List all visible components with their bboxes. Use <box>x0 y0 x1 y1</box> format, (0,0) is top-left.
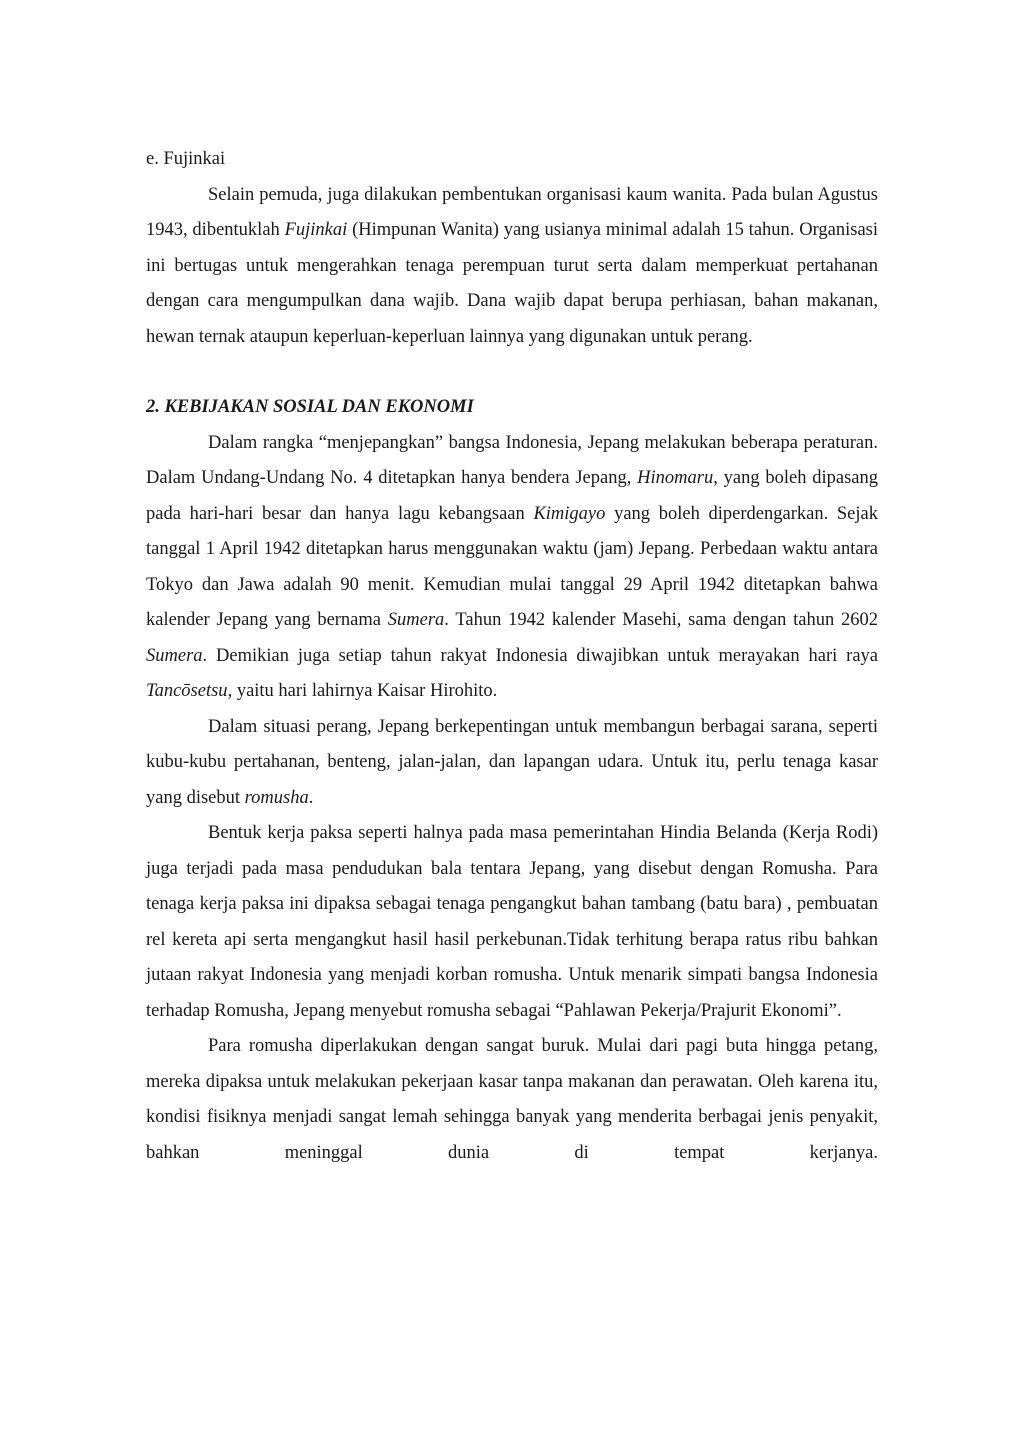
text-run: (Himpunan Wanita) yang usianya minimal adalah 15 tahun. Organisasi ini bertugas untuk mengerahkan tenaga perempuan turut serta dalam memperkuat pertahanan dengan cara mengumpulkan dana wajib. Dana wajib dapat berupa perhiasan, bahan makanan, hewan ternak ataupun keperluan-keperluan lainnya yang digunakan untuk perang. <box>146 220 878 347</box>
subsection-heading: e. Fujinkai <box>146 149 226 169</box>
italic-term: Sumera <box>387 610 445 630</box>
policy-paragraph-2 <box>146 710 878 817</box>
italic-term: Kimigayo <box>533 503 606 524</box>
text-run: Selain pemuda, juga dilakukan pembentukan organisasi kaum wanita. Pada bulan Agustus 1943, dibentuklah <box>146 184 878 240</box>
text-run: . Tahun 1942 kalender Masehi, sama dengan tahun 2602 <box>444 610 878 630</box>
italic-term: Sumera <box>146 645 203 666</box>
text-run: Dalam rangka “menjepangkan” bangsa Indonesia, Jepang melakukan beberapa peraturan. Dalam Undang-Undang No. 4 ditetapkan hanya bendera Jepang, <box>146 432 878 488</box>
text-run: , yang boleh dipasang pada hari-hari besar dan hanya lagu kebangsaan <box>146 468 879 524</box>
fujinkai-paragraph <box>146 178 878 356</box>
italic-term: romusha <box>244 787 309 808</box>
text-run: yang boleh diperdengarkan. Sejak tanggal 1 April 1942 ditetapkan harus menggunakan waktu (jam) Jepang. Perbedaan waktu antara Tokyo dan Jawa adalah 90 menit. Kemudian mulai tanggal 29 April 1942 ditetapkan bahwa kalender Jepang yang bernama <box>146 503 878 630</box>
italic-term: Fujinkai <box>284 220 348 240</box>
policy-paragraph-3: Bentuk kerja paksa seperti halnya pada masa pemerintahan Hindia Belanda (Kerja Rodi) juga terjadi pada masa pendudukan bala tentara Jepang, yang disebut dengan Romusha. Para tenaga kerja paksa ini dipaksa sebagai tenaga pengangkut bahan tambang (batu bara) , pembuatan rel kereta api serta mengangkut hasil hasil perkebunan.Tidak terhitung berapa ratus ribu bahkan jutaan rakyat Indonesia yang menjadi korban romusha. Untuk menarik simpati bangsa Indonesia terhadap Romusha, Jepang menyebut romusha sebagai “Pahlawan Pekerja/Prajurit Ekonomi”. <box>146 823 878 1021</box>
italic-term: Hinomaru <box>637 468 714 488</box>
section-heading: 2. KEBIJAKAN SOSIAL DAN EKONOMI <box>146 397 474 417</box>
policy-paragraph-4: Para romusha diperlakukan dengan sangat buruk. Mulai dari pagi buta hingga petang, mereka dipaksa untuk melakukan pekerjaan kasar tanpa makanan dan perawatan. Oleh karena itu, kondisi fisiknya menjadi sangat lemah sehingga banyak yang menderita berbagai jenis penyakit, bahkan meninggal dunia di tempat kerjanya. <box>146 1036 878 1163</box>
text-run: . Demikian juga setiap tahun rakyat Indonesia diwajibkan untuk merayakan hari raya <box>202 645 878 666</box>
text-run: Dalam situasi perang, Jepang berkepentingan untuk membangun berbagai sarana, seperti kubu-kubu pertahanan, benteng, jalan-jalan, dan lapangan udara. Untuk itu, perlu tenaga kasar yang disebut <box>146 716 878 808</box>
text-run: , yaitu hari lahirnya Kaisar Hirohito. <box>227 681 498 701</box>
text-run: . <box>308 787 314 808</box>
italic-term: Tancōsetsu <box>146 681 228 701</box>
policy-paragraph-1 <box>146 426 878 710</box>
document-page <box>146 142 878 1171</box>
